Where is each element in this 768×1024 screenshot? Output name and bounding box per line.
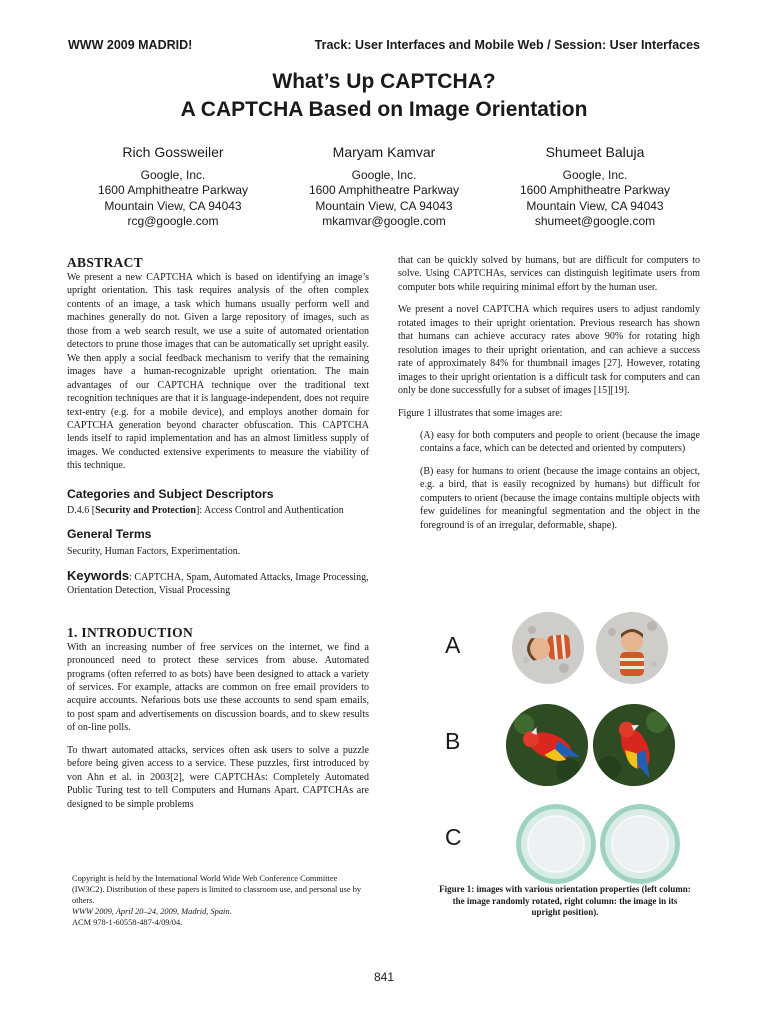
keywords-list: : CAPTCHA, Spam, Automated Attacks, Image Processing, Orientation Detection, Visual Processing bbox=[67, 571, 369, 597]
running-header-right: Track: User Interfaces and Mobile Web / Session: User Interfaces bbox=[314, 38, 700, 52]
figure-label-c: C bbox=[445, 824, 462, 850]
author-email[interactable]: mkamvar@google.com bbox=[322, 213, 446, 228]
page-number: 841 bbox=[373, 970, 395, 984]
introduction-heading: 1. INTRODUCTION bbox=[67, 624, 194, 640]
running-header-left: WWW 2009 MADRID! bbox=[68, 38, 193, 52]
parrot-photo-upright bbox=[593, 704, 675, 786]
plate-photo-rotated bbox=[516, 804, 596, 884]
figure-item-b: (B) easy for humans to orient (because the image contains an object, e.g. a bird, that is easily recognized by humans) but difficult for computers to orient (because the image contains multiple objects with few guidelines for meaningful segmentation and the object in the foreground is of an irregular, deformable, shape). bbox=[420, 465, 700, 531]
author-org: Google, Inc. bbox=[351, 168, 417, 182]
author-city: Mountain View, CA 94043 bbox=[104, 198, 242, 213]
right-paragraph-1: that can be quickly solved by humans, but are difficult for computers to solve. Using CAPTCHAs, services can distinguish legitimate users from computer bots while requiring minimal effort by the human user. bbox=[398, 255, 700, 293]
author-name: Rich Gossweiler bbox=[122, 144, 224, 160]
right-paragraph-2: We present a novel CAPTCHA which requires users to adjust randomly rotated images to their upright orientation. Previous research has shown that humans can achieve accuracy rates above 90% for rotating high resolution images to their upright orientation, and can achieve a success rate of approximately 84% for thumbnail images [27]. However, rotating images to their upright orientation is a difficult task for computers and can only be done successfully for a subset of images [15][19]. bbox=[398, 304, 700, 397]
author-street: 1600 Amphitheatre Parkway bbox=[308, 183, 460, 198]
plate-photo-upright bbox=[600, 804, 680, 884]
keywords-text bbox=[67, 569, 369, 598]
figure-1 bbox=[440, 608, 700, 878]
author-city: Mountain View, CA 94043 bbox=[315, 198, 453, 213]
general-terms-heading: General Terms bbox=[67, 527, 152, 542]
copyright-notice bbox=[72, 873, 368, 928]
abstract-text: We present a new CAPTCHA which is based on identifying an image’s upright orientation. This task requires analysis of the often complex contents of an image, a task which humans usually perform well and machines generally do not. Given a large repository of images, such as those from a web search result, we use a suite of automated orientation detectors to prune those images that can be automatically set upright easily. We then apply a social feedback mechanism to verify that the remaining images have a human-recognizable upright orientation. The main advantages of our CAPTCHA technique over the traditional text recognition techniques are that it is language-independent, does not require text-entry (e.g. for a mobile device), and employs another domain for CAPTCHA generation beyond character obfuscation. This CAPTCHA lends itself to rapid implementation and has an almost limitless supply of images. We conducted extensive experiments to measure the viability of this technique. bbox=[67, 272, 369, 472]
author-street: 1600 Amphitheatre Parkway bbox=[519, 183, 671, 198]
categories-heading: Categories and Subject Descriptors bbox=[67, 486, 274, 501]
copyright-acm: ACM 978-1-60558-487-4/09/04. bbox=[72, 918, 183, 927]
child-photo-upright bbox=[596, 612, 668, 684]
categories-rest: ]: Access Control and Authentication bbox=[195, 504, 344, 516]
author-email[interactable]: rcg@google.com bbox=[127, 213, 219, 228]
right-paragraph-3: Figure 1 illustrates that some images are: bbox=[398, 407, 563, 419]
child-photo-rotated bbox=[512, 612, 584, 684]
paper-title-line2: A CAPTCHA Based on Image Orientation bbox=[180, 98, 588, 121]
categories-bold: Security and Protection bbox=[95, 504, 196, 516]
copyright-line: Copyright is held by the International World Wide Web Conference Committee (IW3C2). Distribution of these papers is limited to classroom use, and personal use by others. bbox=[72, 874, 362, 905]
keywords-label: Keywords bbox=[67, 567, 130, 583]
introduction-paragraph-2: To thwart automated attacks, services often ask users to solve a puzzle before being given access to a service. These puzzles, first introduced by von Ahn et al. in 2003[2], were CAPTCHAs: Completely Automated Public Turing test to tell Computers and Humans Apart. CAPTCHAs are designed to be simple problems bbox=[67, 744, 369, 810]
figure-caption: Figure 1: images with various orientation properties (left column: the image randomly rotated, right column: the image in its upright position). bbox=[439, 884, 691, 917]
author-street: 1600 Amphitheatre Parkway bbox=[97, 183, 249, 198]
author-block bbox=[274, 143, 494, 229]
parrot-photo-rotated bbox=[506, 704, 588, 786]
author-org: Google, Inc. bbox=[562, 168, 628, 182]
right-column bbox=[398, 254, 700, 532]
author-org: Google, Inc. bbox=[140, 168, 206, 182]
figure-item-a: (A) easy for both computers and people to orient (because the image contains a face, which can be detected and oriented by computers) bbox=[420, 429, 700, 455]
introduction-paragraph-1: With an increasing number of free services on the internet, we find a pronounced need to protect these services from abuse. Automated programs (often referred to as bots) have been designed to attack a variety of services. For example, attacks are common on free email providers to acquire accounts. Nefarious bots use these accounts to send spam emails, to post spam and advertisements on discussion boards, and to skew results of on-line polls. bbox=[67, 641, 369, 734]
copyright-venue: WWW 2009, April 20–24, 2009, Madrid, Spain. bbox=[72, 907, 232, 916]
author-name: Shumeet Baluja bbox=[545, 144, 645, 160]
abstract-heading: ABSTRACT bbox=[67, 255, 143, 270]
author-city: Mountain View, CA 94043 bbox=[526, 198, 664, 213]
left-column bbox=[67, 254, 369, 811]
author-email[interactable]: shumeet@google.com bbox=[534, 213, 656, 228]
categories-code: D.4.6 [ bbox=[67, 504, 96, 516]
figure-label-b: B bbox=[445, 728, 461, 754]
figure-label-a: A bbox=[445, 632, 461, 658]
paper-title-line1: What’s Up CAPTCHA? bbox=[272, 70, 496, 93]
author-name: Maryam Kamvar bbox=[332, 144, 436, 160]
author-block bbox=[63, 143, 283, 229]
categories-text bbox=[67, 504, 369, 517]
general-terms-text: Security, Human Factors, Experimentation. bbox=[67, 546, 241, 558]
author-block bbox=[485, 143, 705, 229]
